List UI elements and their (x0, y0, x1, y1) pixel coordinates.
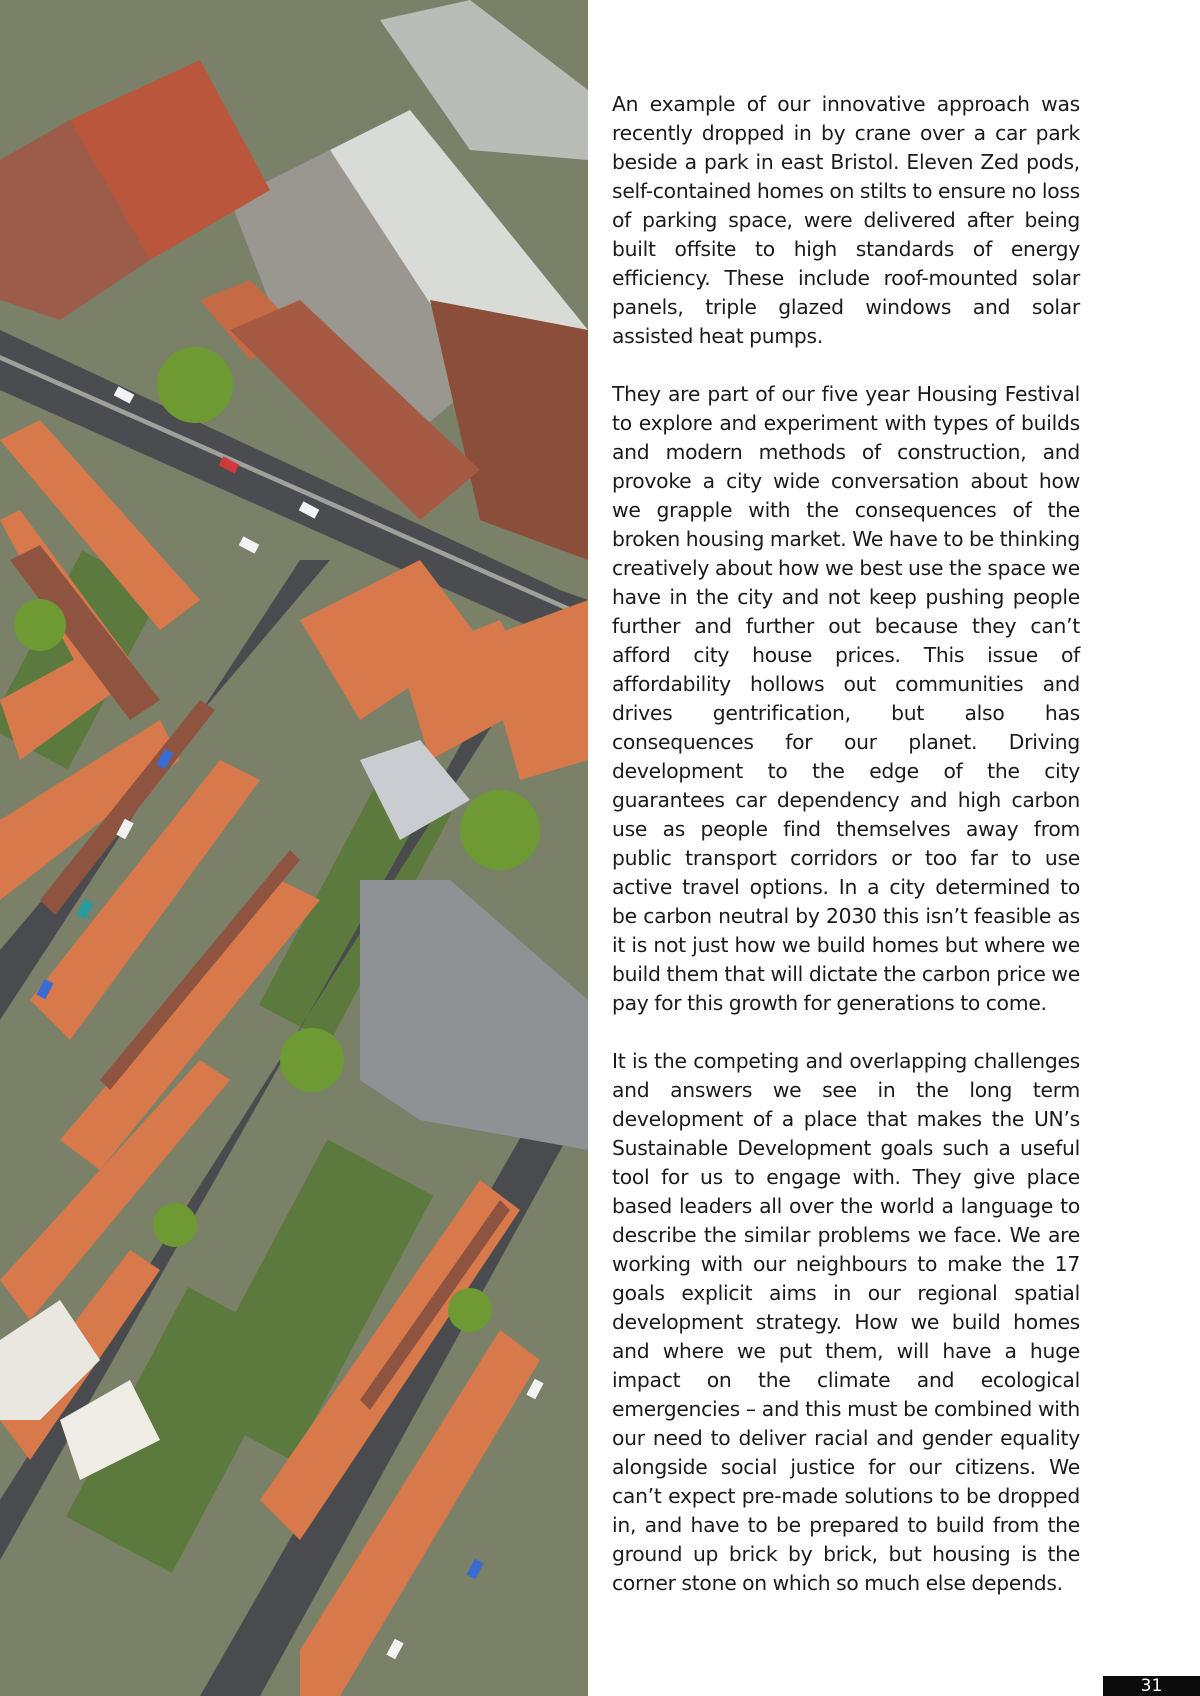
page-number: 31 (1103, 1676, 1200, 1696)
paragraph-housing-festival: They are part of our five year Housing Festival to explore and experiment with types of builds and modern methods of construction, and provoke a city wide conversation about how we grapple with the consequences of the broken housing market. We have to be thinking creatively about how we best use the space we have in the city and not keep pushing people further and further out because they can’t afford city house prices. This issue of affordability hollows out communities and drives gentrification, but also has consequences for our planet. Driving development to the edge of the city guarantees car dependency and high carbon use as people find themselves away from public transport corridors or too far to use active travel options. In a city determined to be carbon neutral by 2030 this isn’t feasible as it is not just how we build homes but where we build them that will dictate the carbon price we pay for this growth for generations to come. (612, 382, 1080, 1015)
aerial-photo-illustration (0, 0, 588, 1696)
paragraph-zed-pods: An example of our innovative approach was recently dropped in by crane over a car park beside a park in east Bristol. Eleven Zed pods, self-contained homes on stilts to ensure no loss of parking space, were delivered after being built offsite to high standards of energy efficiency. These include roof-mounted solar panels, triple glazed windows and solar assisted heat pumps. (612, 92, 1080, 348)
aerial-photo (0, 0, 588, 1696)
article-text (612, 90, 1080, 1627)
paragraph-sustainable-goals: It is the competing and overlapping challenges and answers we see in the long term development of a place that makes the UN’s Sustainable Development goals such a useful tool for us to engage with. They give place based leaders all over the world a language to describe the similar problems we face. We are working with our neighbours to make the 17 goals explicit aims in our regional spatial development strategy. How we build homes and where we put them, will have a huge impact on the climate and ecological emergencies – and this must be combined with our need to deliver racial and gender equality alongside social justice for our citizens. We can’t expect pre-made solutions to be dropped in, and have to be prepared to build from the ground up brick by brick, but housing is the corner stone on which so much else depends. (612, 1049, 1080, 1595)
